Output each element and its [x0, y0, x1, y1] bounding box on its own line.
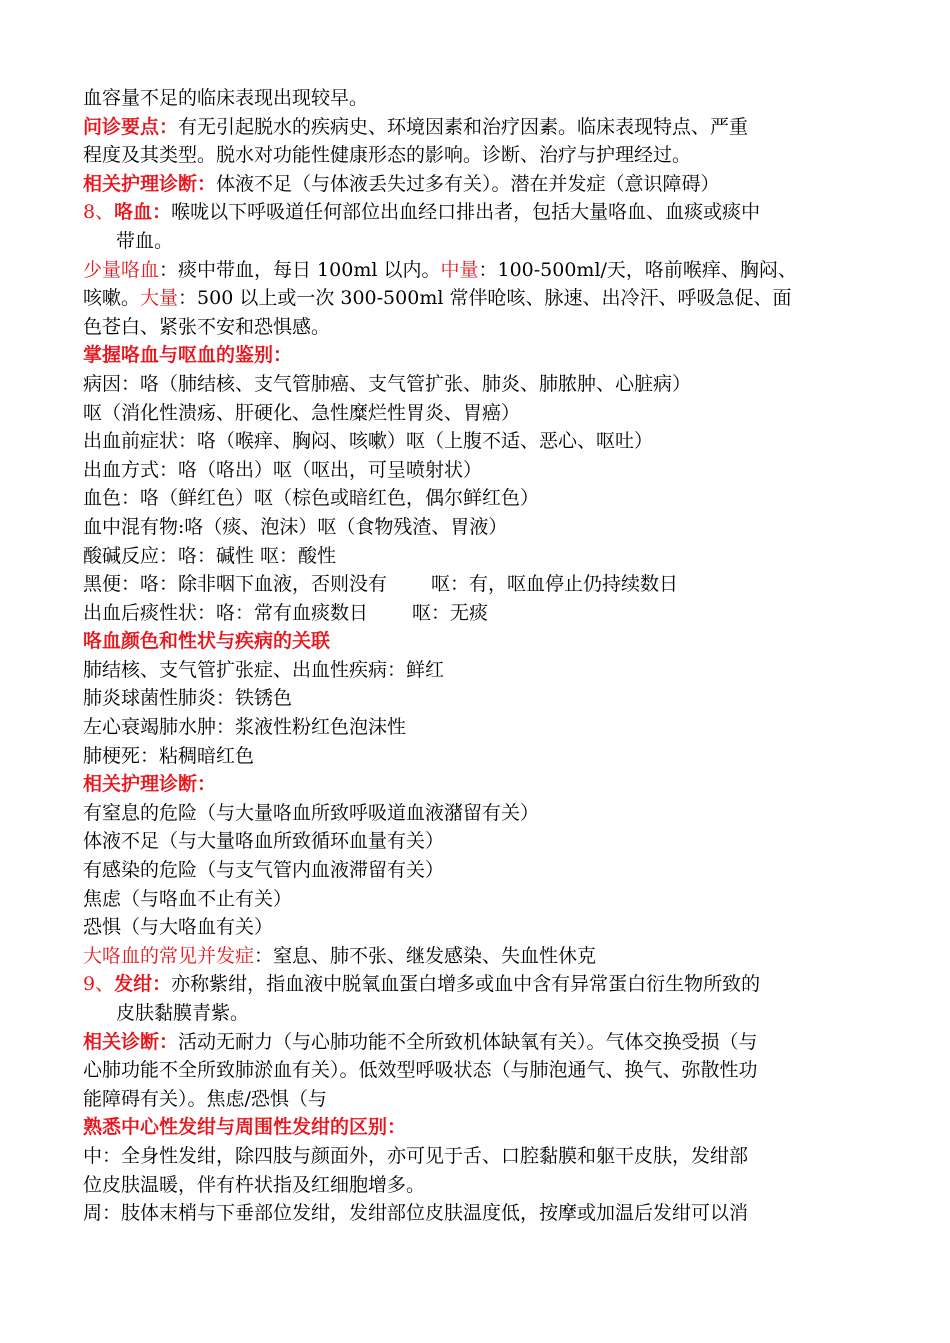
- paragraph-text: 焦虑（与咯血不止有关）: [83, 887, 293, 910]
- text-line: [83, 713, 858, 742]
- section-heading: 相关诊断：: [83, 1030, 179, 1053]
- text-line: [83, 198, 858, 227]
- paragraph-text: 能障碍有关）。焦虑/恐惧（与: [83, 1087, 327, 1110]
- text-line: [83, 913, 858, 942]
- text-line: [83, 1142, 858, 1171]
- paragraph-text: 带血。: [116, 229, 174, 252]
- text-line: [83, 399, 858, 428]
- paragraph-text: 酸碱反应：咯：碱性 呕：酸性: [83, 544, 337, 567]
- text-line: [83, 885, 858, 914]
- section-heading: 熟悉中心性发绀与周围性发绀的区别：: [83, 1116, 407, 1139]
- text-line: [83, 513, 858, 542]
- paragraph-text: ：500 以上或一次 300-500ml 常伴呛咳、脉速、出冷汗、呼吸急促、面: [178, 287, 792, 310]
- text-line: [83, 856, 858, 885]
- paragraph-text: 色苍白、紧张不安和恐惧感。: [83, 315, 331, 338]
- text-line: [83, 1171, 858, 1200]
- text-line: [83, 1085, 858, 1114]
- paragraph-text: 出血后痰性状：咯：常有血痰数日: [83, 601, 369, 624]
- paragraph-text: 左心衰竭肺水肿：浆液性粉红色泡沫性: [83, 716, 407, 739]
- paragraph-text: 呕：有，呕血停止仍持续数日: [431, 573, 679, 596]
- text-line: [83, 1199, 858, 1228]
- text-line: [83, 484, 858, 513]
- text-line: [83, 599, 858, 628]
- text-line: [83, 999, 858, 1028]
- text-line: [83, 827, 858, 856]
- section-heading: 咯血颜色和性状与疾病的关联: [83, 630, 331, 653]
- text-line: [83, 770, 858, 799]
- paragraph-text: 体液不足（与体液丢失过多有关）。潜在并发症（意识障碍）: [216, 172, 720, 195]
- paragraph-text: 肺炎球菌性肺炎：铁锈色: [83, 687, 293, 710]
- paragraph-text: 恐惧（与大咯血有关）: [83, 916, 274, 939]
- term-label: 少量咯血: [83, 258, 160, 281]
- document-body: [83, 84, 858, 1228]
- text-line: [83, 84, 858, 113]
- paragraph-text: 亦称紫绀，指血液中脱氧血蛋白增多或血中含有异常蛋白衍生物所致的: [171, 973, 761, 996]
- paragraph-text: 周：肢体末梢与下垂部位发绀，发绀部位皮肤温度低，按摩或加温后发绀可以消: [83, 1202, 749, 1225]
- text-line: [83, 370, 858, 399]
- text-line: [83, 141, 858, 170]
- text-line: [83, 799, 858, 828]
- paragraph-text: ：痰中带血，每日 100ml 以内。: [159, 258, 441, 281]
- text-line: [83, 1056, 858, 1085]
- paragraph-text: 中：全身性发绀，除四肢与颜面外，亦可见于舌、口腔黏膜和躯干皮肤，发绀部: [83, 1144, 749, 1167]
- paragraph-text: 位皮肤温暖，伴有杵状指及红细胞增多。: [83, 1173, 426, 1196]
- text-line: [83, 256, 858, 285]
- term-label: 大量: [140, 287, 179, 310]
- text-line: [83, 227, 858, 256]
- paragraph-text: 呕：无痰: [412, 601, 489, 624]
- section-heading: 相关护理诊断：: [83, 773, 217, 796]
- text-line: [83, 1113, 858, 1142]
- text-line: [83, 970, 858, 999]
- section-heading: 发绀：: [114, 973, 172, 996]
- paragraph-text: 心肺功能不全所致肺淤血有关）。低效型呼吸状态（与肺泡通气、换气、弥散性功: [83, 1059, 758, 1082]
- paragraph-text: 有感染的危险（与支气管内血液滞留有关）: [83, 859, 445, 882]
- paragraph-text: 肺梗死：粘稠暗红色: [83, 744, 255, 767]
- paragraph-text: 血色：咯（鲜红色）呕（棕色或暗红色，偶尔鲜红色）: [83, 487, 540, 510]
- term-label: 中量: [440, 258, 479, 281]
- text-line: [83, 684, 858, 713]
- paragraph-text: 肺结核、支气管扩张症、出血性疾病：鲜红: [83, 658, 445, 681]
- item-number: 9、: [83, 973, 115, 996]
- text-line: [83, 942, 858, 971]
- section-heading: 问诊要点：: [83, 115, 179, 138]
- paragraph-text: ：100-500ml/天，咯前喉痒、胸闷、: [478, 258, 797, 281]
- text-line: [83, 542, 858, 571]
- item-number: 8、: [83, 201, 115, 224]
- text-line: [83, 284, 858, 313]
- text-line: [83, 170, 858, 199]
- paragraph-text: 体液不足（与大量咯血所致循环血量有关）: [83, 830, 445, 853]
- paragraph-text: 血容量不足的临床表现出现较早。: [83, 87, 369, 109]
- text-line: [83, 742, 858, 771]
- paragraph-text: 出血前症状：咯（喉痒、胸闷、咳嗽）呕（上腹不适、恶心、呕吐）: [83, 430, 654, 453]
- paragraph-text: 喉咙以下呼吸道任何部位出血经口排出者，包括大量咯血、血痰或痰中: [171, 201, 761, 224]
- paragraph-text: 程度及其类型。脱水对功能性健康形态的影响。诊断、治疗与护理经过。: [83, 144, 692, 167]
- text-line: [83, 570, 858, 599]
- text-line: [83, 656, 858, 685]
- text-line: [83, 456, 858, 485]
- paragraph-text: 病因：咯（肺结核、支气管肺癌、支气管扩张、肺炎、肺脓肿、心脏病）: [83, 372, 692, 395]
- term-label: 大咯血的常见并发症: [83, 944, 255, 967]
- paragraph-text: 呕（消化性溃疡、肝硬化、急性糜烂性胃炎、胃癌）: [83, 401, 521, 424]
- paragraph-text: 咳嗽。: [83, 287, 141, 310]
- text-line: [83, 313, 858, 342]
- section-heading: 咯血：: [114, 201, 172, 224]
- paragraph-text: 黑便：咯：除非咽下血液，否则没有: [83, 573, 388, 596]
- paragraph-text: 有窒息的危险（与大量咯血所致呼吸道血液潴留有关）: [83, 801, 540, 824]
- text-line: [83, 113, 858, 142]
- section-heading: 掌握咯血与呕血的鉴别：: [83, 344, 293, 367]
- paragraph-text: ：窒息、肺不张、继发感染、失血性休克: [254, 944, 597, 967]
- text-line: [83, 341, 858, 370]
- paragraph-text: 活动无耐力（与心肺功能不全所致机体缺氧有关）。气体交换受损（与: [178, 1030, 758, 1053]
- paragraph-text: 出血方式：咯（咯出）呕（呕出，可呈喷射状）: [83, 458, 483, 481]
- paragraph-text: 血中混有物:咯（痰、泡沫）呕（食物残渣、胃液）: [83, 515, 508, 538]
- section-heading: 相关护理诊断：: [83, 172, 217, 195]
- text-line: [83, 627, 858, 656]
- text-line: [83, 427, 858, 456]
- paragraph-text: 皮肤黏膜青紫。: [116, 1002, 250, 1024]
- paragraph-text: 有无引起脱水的疾病史、环境因素和治疗因素。临床表现特点、严重: [178, 115, 749, 138]
- text-line: [83, 1028, 858, 1057]
